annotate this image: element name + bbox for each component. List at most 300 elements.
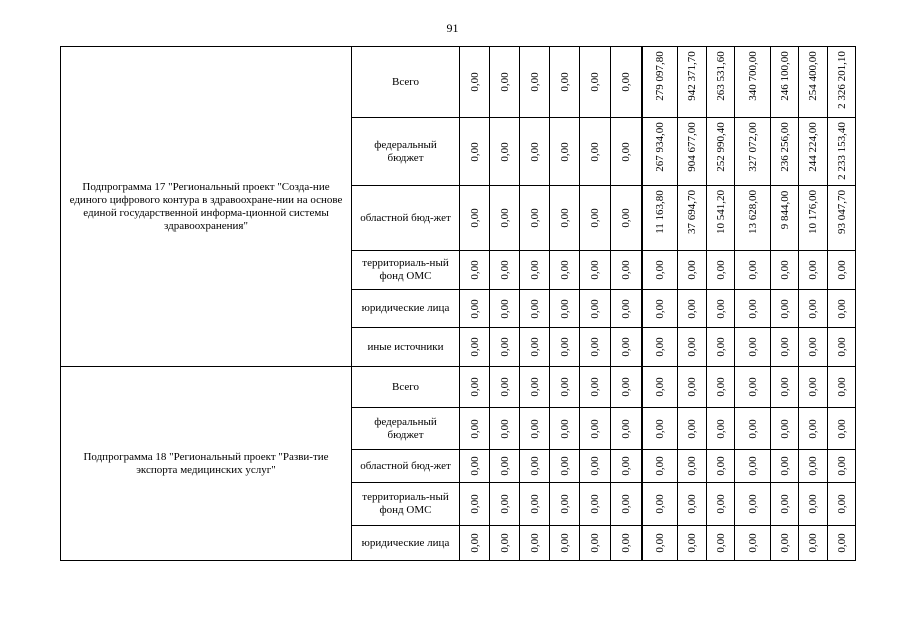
year-amount-cell: [490, 408, 520, 450]
amount-value: 0,00: [589, 208, 601, 228]
year-amount-cell: [490, 290, 520, 328]
amount-value: 246 100,00: [778, 51, 791, 101]
year-amount-cell: [611, 450, 642, 483]
amount-value: 0,00: [778, 494, 791, 514]
year-amount-cell: [580, 47, 611, 118]
amount-value: 0,00: [746, 456, 759, 476]
year-amount-cell: [707, 367, 735, 408]
amount-value: 0,00: [498, 494, 511, 514]
year-amount-cell: [580, 483, 611, 526]
amount-value: 0,00: [528, 72, 541, 92]
amount-value: 0,00: [558, 456, 571, 476]
amount-value: 0,00: [778, 418, 791, 439]
year-amount-cell: [735, 47, 771, 118]
amount-value: 0,00: [589, 494, 601, 514]
year-amount-cell: [828, 526, 856, 561]
year-amount-cell: [460, 483, 490, 526]
year-amount-cell: [828, 408, 856, 450]
table-row: [61, 367, 856, 408]
year-amount-cell: [828, 328, 856, 367]
amount-value: 2 326 201,10: [835, 51, 848, 109]
amount-value: 0,00: [619, 456, 632, 476]
amount-value: 0,00: [558, 260, 571, 280]
amount-value: 0,00: [589, 72, 601, 92]
amount-value: 0,00: [528, 494, 541, 514]
year-amount-cell: [735, 251, 771, 290]
amount-value: 0,00: [714, 456, 727, 476]
year-amount-cell: [580, 290, 611, 328]
year-amount-cell: [550, 408, 580, 450]
year-amount-cell: [799, 186, 828, 251]
year-amount-cell: [550, 47, 580, 118]
amount-value: 0,00: [714, 533, 727, 553]
amount-value: 0,00: [558, 208, 571, 228]
amount-value: 10 541,20: [714, 190, 727, 234]
year-amount-cell: [707, 450, 735, 483]
amount-value: 0,00: [835, 298, 848, 319]
amount-value: 0,00: [714, 298, 727, 319]
year-amount-cell: [678, 290, 707, 328]
amount-value: 0,00: [807, 533, 819, 553]
year-amount-cell: [642, 186, 678, 251]
amount-value: 0,00: [807, 337, 819, 357]
amount-value: 0,00: [686, 260, 698, 280]
year-amount-cell: [707, 118, 735, 186]
year-amount-cell: [520, 408, 550, 450]
year-amount-cell: [735, 118, 771, 186]
year-amount-cell: [490, 47, 520, 118]
year-amount-cell: [678, 251, 707, 290]
year-amount-cell: [460, 290, 490, 328]
amount-value: 0,00: [778, 533, 791, 553]
amount-value: 254 400,00: [807, 51, 819, 101]
year-amount-cell: [642, 483, 678, 526]
amount-value: 9 844,00: [778, 190, 791, 229]
year-amount-cell: [771, 483, 799, 526]
year-amount-cell: [460, 118, 490, 186]
year-amount-cell: [520, 47, 550, 118]
year-amount-cell: [460, 526, 490, 561]
amount-value: 0,00: [653, 298, 666, 319]
amount-value: 0,00: [528, 337, 541, 357]
amount-value: 0,00: [807, 494, 819, 514]
amount-value: 0,00: [686, 494, 698, 514]
year-amount-cell: [520, 118, 550, 186]
amount-value: 0,00: [619, 377, 632, 397]
amount-value: 37 694,70: [686, 190, 698, 234]
year-amount-cell: [771, 290, 799, 328]
year-amount-cell: [611, 408, 642, 450]
year-amount-cell: [707, 186, 735, 251]
year-amount-cell: [580, 251, 611, 290]
amount-value: 0,00: [746, 260, 759, 280]
amount-value: 0,00: [807, 377, 819, 397]
year-amount-cell: [490, 526, 520, 561]
year-amount-cell: [735, 450, 771, 483]
amount-value: 0,00: [498, 418, 511, 439]
amount-value: 0,00: [528, 298, 541, 319]
year-amount-cell: [799, 526, 828, 561]
year-amount-cell: [771, 450, 799, 483]
amount-value: 0,00: [619, 208, 632, 228]
amount-value: 0,00: [619, 260, 632, 280]
amount-value: 0,00: [619, 298, 632, 319]
year-amount-cell: [520, 186, 550, 251]
year-amount-cell: [707, 290, 735, 328]
year-amount-cell: [490, 483, 520, 526]
amount-value: 0,00: [835, 533, 848, 553]
year-amount-cell: [550, 450, 580, 483]
year-amount-cell: [771, 526, 799, 561]
funding-source-label: иные источники: [352, 328, 460, 367]
year-amount-cell: [460, 367, 490, 408]
year-amount-cell: [799, 118, 828, 186]
amount-value: 0,00: [498, 533, 511, 553]
year-amount-cell: [490, 328, 520, 367]
amount-value: 0,00: [498, 298, 511, 319]
year-amount-cell: [611, 186, 642, 251]
amount-value: 0,00: [746, 533, 759, 553]
amount-value: 0,00: [686, 418, 698, 439]
year-amount-cell: [611, 367, 642, 408]
amount-value: 0,00: [653, 494, 666, 514]
year-amount-cell: [678, 328, 707, 367]
amount-value: 0,00: [528, 141, 541, 162]
year-amount-cell: [771, 328, 799, 367]
amount-value: 0,00: [589, 260, 601, 280]
amount-value: 10 176,00: [807, 190, 819, 234]
amount-value: 0,00: [653, 418, 666, 439]
amount-value: 0,00: [653, 260, 666, 280]
year-amount-cell: [735, 328, 771, 367]
year-amount-cell: [520, 367, 550, 408]
amount-value: 0,00: [778, 377, 791, 397]
year-amount-cell: [799, 408, 828, 450]
year-amount-cell: [550, 526, 580, 561]
year-amount-cell: [678, 408, 707, 450]
amount-value: 0,00: [686, 298, 698, 319]
year-amount-cell: [771, 47, 799, 118]
year-amount-cell: [678, 450, 707, 483]
year-amount-cell: [799, 483, 828, 526]
year-amount-cell: [799, 367, 828, 408]
year-amount-cell: [490, 118, 520, 186]
year-amount-cell: [828, 118, 856, 186]
amount-value: 2 233 153,40: [835, 122, 848, 180]
amount-value: 0,00: [653, 337, 666, 357]
amount-value: 0,00: [498, 208, 511, 228]
amount-value: 0,00: [686, 377, 698, 397]
amount-value: 0,00: [619, 141, 632, 162]
amount-value: 0,00: [778, 260, 791, 280]
amount-value: 0,00: [558, 72, 571, 92]
amount-value: 0,00: [528, 456, 541, 476]
funding-source-label: федеральный бюджет: [352, 118, 460, 186]
amount-value: 0,00: [714, 418, 727, 439]
amount-value: 0,00: [835, 494, 848, 514]
year-amount-cell: [707, 251, 735, 290]
year-amount-cell: [828, 186, 856, 251]
year-amount-cell: [460, 47, 490, 118]
amount-value: 0,00: [498, 377, 511, 397]
year-amount-cell: [771, 408, 799, 450]
year-amount-cell: [828, 47, 856, 118]
amount-value: 267 934,00: [653, 122, 666, 172]
year-amount-cell: [707, 47, 735, 118]
amount-value: 904 677,00: [686, 122, 698, 172]
year-amount-cell: [735, 290, 771, 328]
year-amount-cell: [460, 408, 490, 450]
year-amount-cell: [642, 118, 678, 186]
year-amount-cell: [520, 483, 550, 526]
year-amount-cell: [550, 118, 580, 186]
year-amount-cell: [642, 290, 678, 328]
amount-value: 0,00: [468, 533, 481, 553]
amount-value: 0,00: [468, 208, 481, 228]
year-amount-cell: [735, 526, 771, 561]
amount-value: 0,00: [835, 418, 848, 439]
year-amount-cell: [580, 408, 611, 450]
amount-value: 0,00: [468, 377, 481, 397]
amount-value: 0,00: [498, 141, 511, 162]
amount-value: 0,00: [498, 337, 511, 357]
year-amount-cell: [580, 118, 611, 186]
amount-value: 0,00: [589, 337, 601, 357]
year-amount-cell: [828, 450, 856, 483]
amount-value: 0,00: [686, 456, 698, 476]
amount-value: 0,00: [807, 260, 819, 280]
year-amount-cell: [799, 450, 828, 483]
amount-value: 0,00: [558, 141, 571, 162]
amount-value: 942 371,70: [686, 51, 698, 101]
year-amount-cell: [580, 367, 611, 408]
amount-value: 0,00: [653, 533, 666, 553]
amount-value: 0,00: [468, 72, 481, 92]
year-amount-cell: [580, 450, 611, 483]
year-amount-cell: [611, 483, 642, 526]
amount-value: 0,00: [589, 298, 601, 319]
year-amount-cell: [520, 450, 550, 483]
amount-value: 0,00: [589, 141, 601, 162]
amount-value: 0,00: [746, 494, 759, 514]
year-amount-cell: [771, 367, 799, 408]
year-amount-cell: [580, 526, 611, 561]
amount-value: 0,00: [619, 72, 632, 92]
year-amount-cell: [611, 526, 642, 561]
subprogram-title: Подпрограмма 18 "Региональный проект "Разви-тие экспорта медицинских услуг": [61, 367, 352, 561]
amount-value: 0,00: [835, 377, 848, 397]
year-amount-cell: [520, 328, 550, 367]
year-amount-cell: [678, 47, 707, 118]
amount-value: 0,00: [778, 337, 791, 357]
funding-source-label: территориаль-ный фонд ОМС: [352, 251, 460, 290]
year-amount-cell: [550, 290, 580, 328]
amount-value: 0,00: [746, 377, 759, 397]
amount-value: 0,00: [468, 298, 481, 319]
amount-value: 0,00: [619, 337, 632, 357]
amount-value: 0,00: [558, 494, 571, 514]
year-amount-cell: [642, 328, 678, 367]
amount-value: 0,00: [498, 260, 511, 280]
amount-value: 0,00: [589, 456, 601, 476]
amount-value: 0,00: [746, 298, 759, 319]
amount-value: 0,00: [778, 298, 791, 319]
year-amount-cell: [828, 290, 856, 328]
year-amount-cell: [828, 367, 856, 408]
year-amount-cell: [460, 251, 490, 290]
amount-value: 0,00: [835, 456, 848, 476]
year-amount-cell: [611, 251, 642, 290]
amount-value: 0,00: [498, 72, 511, 92]
amount-value: 0,00: [589, 418, 601, 439]
funding-source-label: областной бюд-жет: [352, 186, 460, 251]
year-amount-cell: [550, 186, 580, 251]
year-amount-cell: [799, 251, 828, 290]
year-amount-cell: [771, 118, 799, 186]
amount-value: 0,00: [589, 533, 601, 553]
amount-value: 0,00: [714, 494, 727, 514]
year-amount-cell: [707, 526, 735, 561]
amount-value: 279 097,80: [653, 51, 666, 101]
year-amount-cell: [828, 251, 856, 290]
subprogram-title: Подпрограмма 17 "Региональный проект "Созда-ние единого цифрового контура в здравоохране-нии на основе единой государственной информа-ционной системы здравоохранения": [61, 47, 352, 367]
year-amount-cell: [550, 328, 580, 367]
year-amount-cell: [642, 251, 678, 290]
amount-value: 0,00: [807, 456, 819, 476]
funding-source-label: юридические лица: [352, 526, 460, 561]
amount-value: 0,00: [619, 533, 632, 553]
year-amount-cell: [460, 328, 490, 367]
year-amount-cell: [490, 251, 520, 290]
amount-value: 244 224,00: [807, 122, 819, 172]
amount-value: 0,00: [528, 260, 541, 280]
year-amount-cell: [611, 290, 642, 328]
year-amount-cell: [799, 47, 828, 118]
amount-value: 0,00: [528, 533, 541, 553]
amount-value: 0,00: [714, 260, 727, 280]
amount-value: 0,00: [468, 141, 481, 162]
year-amount-cell: [678, 526, 707, 561]
year-amount-cell: [707, 408, 735, 450]
funding-source-label: юридические лица: [352, 290, 460, 328]
amount-value: 0,00: [558, 298, 571, 319]
amount-value: 93 047,70: [835, 190, 848, 234]
amount-value: 0,00: [498, 456, 511, 476]
funding-source-label: Всего: [352, 367, 460, 408]
amount-value: 0,00: [468, 260, 481, 280]
amount-value: 0,00: [619, 494, 632, 514]
amount-value: 0,00: [807, 418, 819, 439]
year-amount-cell: [642, 408, 678, 450]
year-amount-cell: [550, 483, 580, 526]
year-amount-cell: [520, 251, 550, 290]
amount-value: 0,00: [686, 533, 698, 553]
year-amount-cell: [611, 47, 642, 118]
amount-value: 0,00: [778, 456, 791, 476]
year-amount-cell: [678, 118, 707, 186]
year-amount-cell: [490, 450, 520, 483]
year-amount-cell: [735, 186, 771, 251]
amount-value: 11 163,80: [653, 190, 666, 234]
year-amount-cell: [490, 367, 520, 408]
amount-value: 0,00: [686, 337, 698, 357]
year-amount-cell: [678, 367, 707, 408]
funding-table: [60, 46, 856, 561]
amount-value: 0,00: [528, 418, 541, 439]
year-amount-cell: [678, 483, 707, 526]
amount-value: 0,00: [746, 418, 759, 439]
year-amount-cell: [490, 186, 520, 251]
amount-value: 0,00: [558, 337, 571, 357]
year-amount-cell: [735, 483, 771, 526]
year-amount-cell: [642, 367, 678, 408]
funding-source-label: областной бюд-жет: [352, 450, 460, 483]
year-amount-cell: [580, 186, 611, 251]
amount-value: 0,00: [807, 298, 819, 319]
amount-value: 0,00: [468, 456, 481, 476]
amount-value: 0,00: [746, 337, 759, 357]
amount-value: 0,00: [468, 337, 481, 357]
year-amount-cell: [771, 251, 799, 290]
amount-value: 0,00: [468, 418, 481, 439]
year-amount-cell: [642, 47, 678, 118]
amount-value: 0,00: [528, 208, 541, 228]
amount-value: 13 628,00: [746, 190, 759, 234]
year-amount-cell: [460, 186, 490, 251]
year-amount-cell: [520, 290, 550, 328]
year-amount-cell: [550, 251, 580, 290]
amount-value: 0,00: [714, 337, 727, 357]
amount-value: 0,00: [558, 418, 571, 439]
year-amount-cell: [707, 483, 735, 526]
year-amount-cell: [707, 328, 735, 367]
year-amount-cell: [771, 186, 799, 251]
amount-value: 252 990,40: [714, 122, 727, 172]
year-amount-cell: [735, 367, 771, 408]
year-amount-cell: [550, 367, 580, 408]
amount-value: 0,00: [653, 377, 666, 397]
amount-value: 0,00: [653, 456, 666, 476]
amount-value: 236 256,00: [778, 122, 791, 172]
amount-value: 0,00: [714, 377, 727, 397]
year-amount-cell: [799, 290, 828, 328]
year-amount-cell: [611, 118, 642, 186]
year-amount-cell: [520, 526, 550, 561]
year-amount-cell: [642, 526, 678, 561]
funding-source-label: территориаль-ный фонд ОМС: [352, 483, 460, 526]
amount-value: 0,00: [835, 260, 848, 280]
page-number: 91: [446, 21, 459, 35]
year-amount-cell: [460, 450, 490, 483]
funding-source-label: Всего: [352, 47, 460, 118]
amount-value: 0,00: [528, 377, 541, 397]
amount-value: 0,00: [835, 337, 848, 357]
amount-value: 340 700,00: [746, 51, 759, 101]
amount-value: 0,00: [558, 533, 571, 553]
year-amount-cell: [611, 328, 642, 367]
year-amount-cell: [828, 483, 856, 526]
year-amount-cell: [735, 408, 771, 450]
year-amount-cell: [678, 186, 707, 251]
amount-value: 0,00: [589, 377, 601, 397]
amount-value: 0,00: [468, 494, 481, 514]
amount-value: 0,00: [558, 377, 571, 397]
amount-value: 327 072,00: [746, 122, 759, 172]
amount-value: 0,00: [619, 418, 632, 439]
table-row: [61, 47, 856, 118]
funding-source-label: федеральный бюджет: [352, 408, 460, 450]
year-amount-cell: [642, 450, 678, 483]
